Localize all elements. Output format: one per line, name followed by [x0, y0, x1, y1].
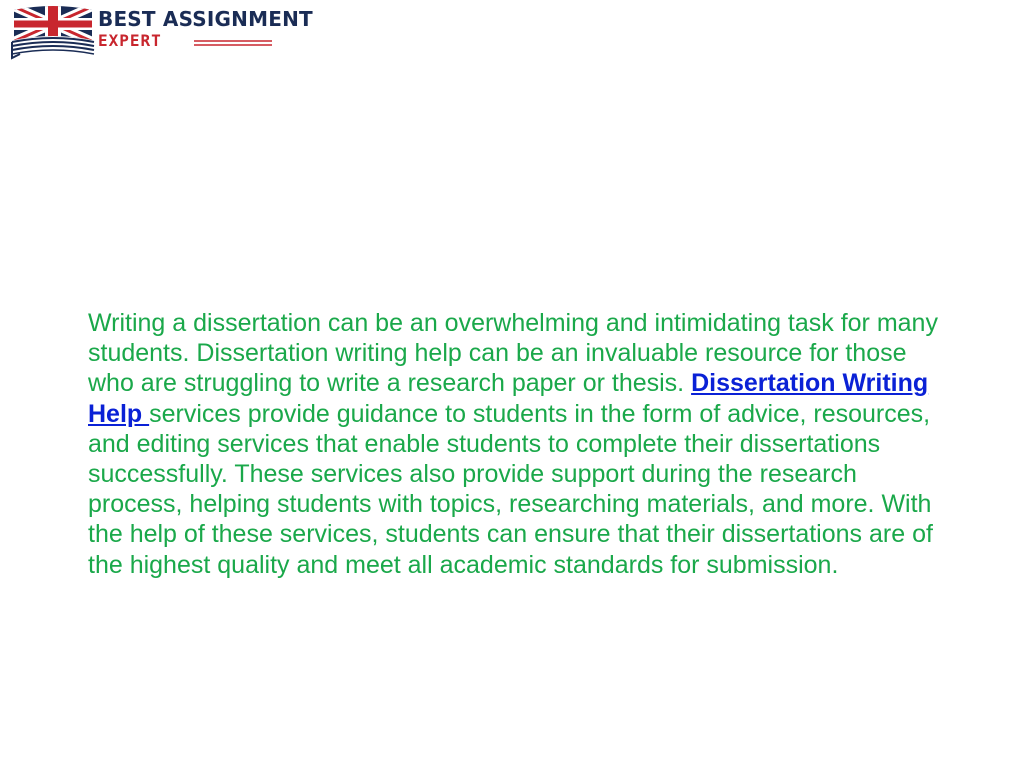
dissertation-writing-help-link[interactable]: Dissertation Writing Help: [88, 369, 929, 428]
brand-name-line1: BEST ASSIGNMENT: [98, 7, 313, 31]
paragraph-text-start: Writing a dissertation can be an overwhelming and intimidating task for many students. Dissertation writing help can be an invaluable resource for those who are struggling to write a research paper or thesis.: [88, 309, 938, 398]
article-paragraph: [88, 308, 948, 580]
paragraph-text-end: services provide guidance to students in the form of advice, resources, and editing services that enable students to complete their dissertations successfully. These services also provide support during the research process, helping students with topics, researching materials, and more. With the help of these services, students can ensure that their dissertations are of the highest quality and meet all academic standards for submission.: [88, 399, 933, 579]
brand-logo[interactable]: [8, 4, 318, 62]
brand-name-line2: EXPERT: [98, 31, 162, 50]
union-jack-book-icon: [8, 4, 98, 60]
brand-underline-rules: [194, 38, 274, 48]
